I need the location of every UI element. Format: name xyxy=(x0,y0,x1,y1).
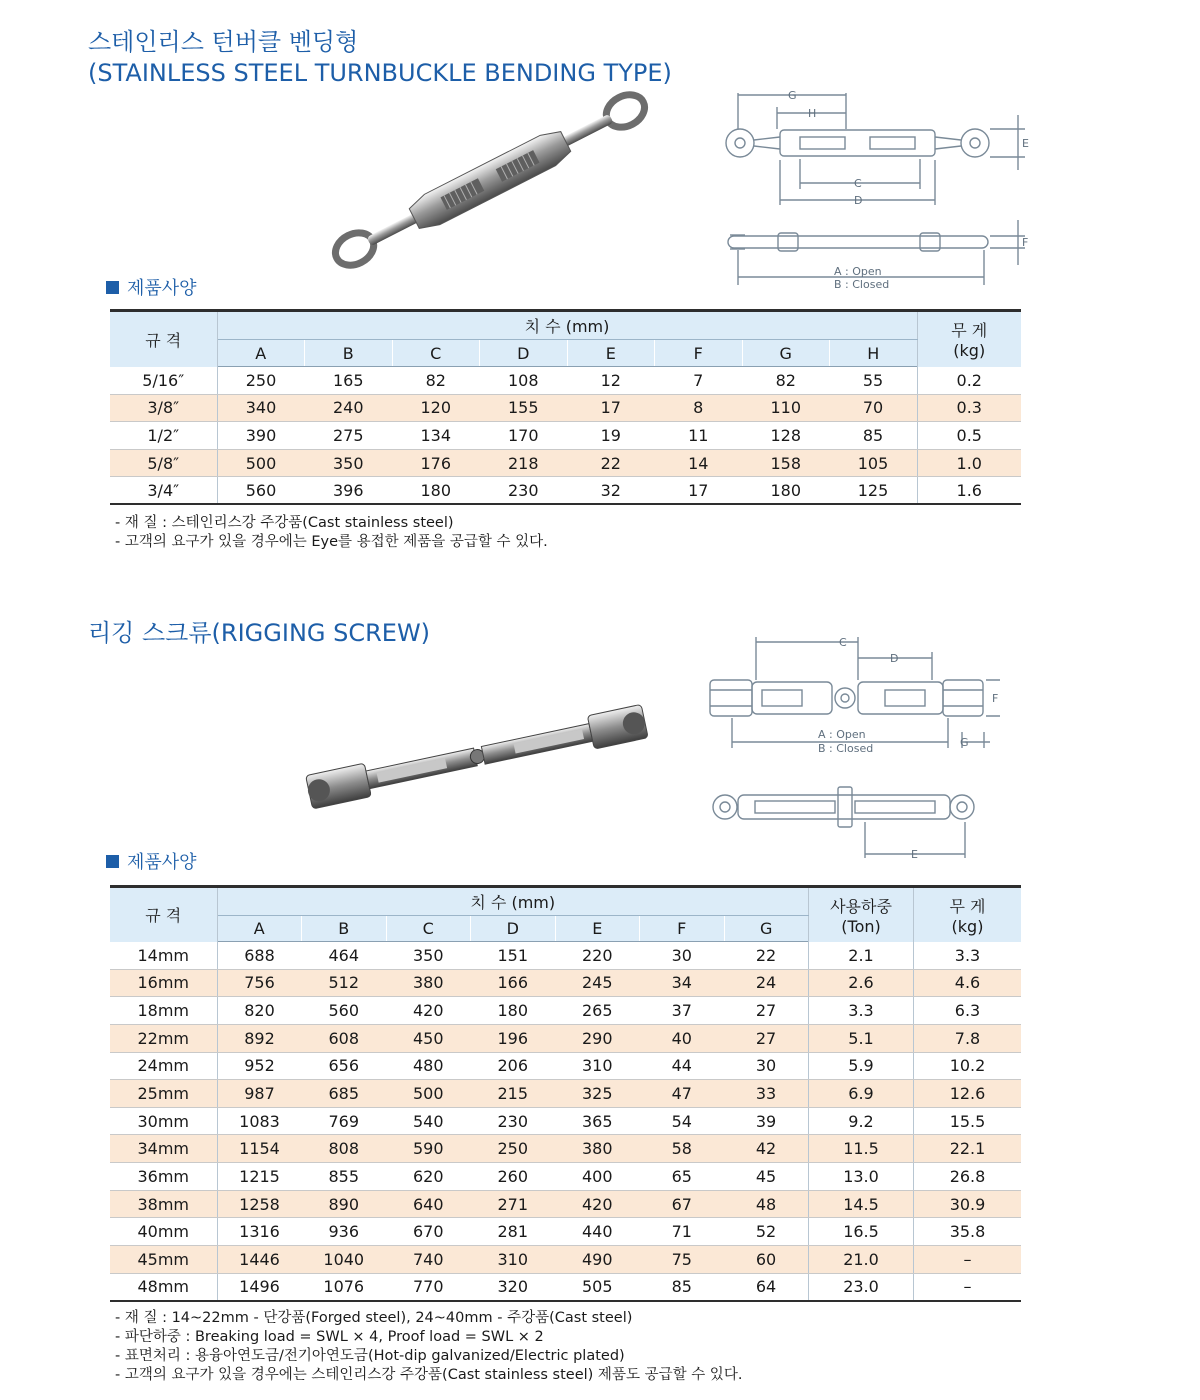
section2-title: 리깅 스크류(RIGGING SCREW) xyxy=(88,619,431,647)
table-cell: 5.1 xyxy=(809,1024,914,1052)
table-cell: 230 xyxy=(480,477,568,505)
table-cell: 32 xyxy=(567,477,655,505)
rigging-dim-label-d: D xyxy=(890,652,899,665)
header-weight xyxy=(917,311,1021,367)
table-cell: 380 xyxy=(386,969,471,997)
table-cell: 440 xyxy=(555,1218,640,1246)
table-cell: 1076 xyxy=(302,1273,387,1301)
section1-spec-label xyxy=(106,274,197,300)
turnbuckle-table-body xyxy=(110,367,1021,505)
table-cell: 70 xyxy=(830,394,918,422)
table-cell: 325 xyxy=(555,1080,640,1108)
bullet-square-icon xyxy=(106,281,119,294)
table-cell: 151 xyxy=(471,942,556,970)
table-cell: 1496 xyxy=(217,1273,302,1301)
table-cell: 240 xyxy=(305,394,393,422)
table-cell: 271 xyxy=(471,1190,556,1218)
table-cell: 6.3 xyxy=(914,997,1022,1025)
table-row xyxy=(110,422,1021,450)
header-dim-g: G xyxy=(742,340,830,367)
table-cell: 48 xyxy=(724,1190,809,1218)
table-cell: 245 xyxy=(555,969,640,997)
table-cell: 340 xyxy=(217,394,305,422)
table-cell: 400 xyxy=(555,1163,640,1191)
table-cell: 12.6 xyxy=(914,1080,1022,1108)
table-cell: 640 xyxy=(386,1190,471,1218)
table-cell: 1215 xyxy=(217,1163,302,1191)
table-row xyxy=(110,942,1021,970)
table-cell: 450 xyxy=(386,1024,471,1052)
table-row xyxy=(110,1080,1021,1108)
table-row xyxy=(110,1218,1021,1246)
table-cell: 500 xyxy=(386,1080,471,1108)
section2-spec-label xyxy=(106,848,197,874)
header-dim-f: F xyxy=(655,340,743,367)
table-cell: 310 xyxy=(555,1052,640,1080)
table-cell: 855 xyxy=(302,1163,387,1191)
table-cell: 55 xyxy=(830,367,918,395)
section1-title xyxy=(88,27,672,89)
header-dim-b: B xyxy=(302,916,387,942)
note-line: - 재 질 : 14~22mm - 단강품(Forged steel), 24~40mm - 주강품(Cast steel) xyxy=(115,1310,633,1326)
header-load-1: 사용하중 xyxy=(830,896,892,916)
table-cell: 590 xyxy=(386,1135,471,1163)
table-cell-size: 45mm xyxy=(110,1246,217,1274)
table-cell: 275 xyxy=(305,422,393,450)
table-cell: 14.5 xyxy=(809,1190,914,1218)
header-weight-2: (kg) xyxy=(953,341,986,361)
table-cell: 1.0 xyxy=(917,449,1021,477)
table-row xyxy=(110,1107,1021,1135)
table-cell: 7 xyxy=(655,367,743,395)
table-cell: 54 xyxy=(640,1107,725,1135)
table-cell: 1083 xyxy=(217,1107,302,1135)
turnbuckle-spec-table xyxy=(110,309,1021,505)
table-cell: 260 xyxy=(471,1163,556,1191)
rigging-screw-photo xyxy=(285,670,665,840)
table-cell: 27 xyxy=(724,997,809,1025)
table-cell: 390 xyxy=(217,422,305,450)
header-dim-h: H xyxy=(830,340,918,367)
table-cell: 769 xyxy=(302,1107,387,1135)
table-cell: 12 xyxy=(567,367,655,395)
header-dim-a: A xyxy=(217,340,305,367)
drawing2-closed-label: B : Closed xyxy=(818,742,874,755)
table-cell: 420 xyxy=(386,997,471,1025)
table-cell: 9.2 xyxy=(809,1107,914,1135)
table-cell: 10.2 xyxy=(914,1052,1022,1080)
table-cell: 23.0 xyxy=(809,1273,914,1301)
table-cell: 1.6 xyxy=(917,477,1021,505)
table-row xyxy=(110,449,1021,477)
table-cell: 215 xyxy=(471,1080,556,1108)
table-cell: 0.5 xyxy=(917,422,1021,450)
rigging-screw-spec-table xyxy=(110,885,1021,1302)
table-cell: 33 xyxy=(724,1080,809,1108)
table-cell: 128 xyxy=(742,422,830,450)
table-cell: 505 xyxy=(555,1273,640,1301)
table-cell: 47 xyxy=(640,1080,725,1108)
table-cell: 24 xyxy=(724,969,809,997)
table-cell: 620 xyxy=(386,1163,471,1191)
table-cell: 688 xyxy=(217,942,302,970)
header-dim-a: A xyxy=(217,916,302,942)
table-cell: 1154 xyxy=(217,1135,302,1163)
table-cell-size: 14mm xyxy=(110,942,217,970)
dim-label-g: G xyxy=(788,89,797,102)
table-cell: 480 xyxy=(386,1052,471,1080)
table-cell: 180 xyxy=(742,477,830,505)
table-cell: 40 xyxy=(640,1024,725,1052)
header-dim-e: E xyxy=(567,340,655,367)
header-size: 규 격 xyxy=(110,887,217,942)
table-cell: 15.5 xyxy=(914,1107,1022,1135)
table-cell: 52 xyxy=(724,1218,809,1246)
table-cell-size: 5/8″ xyxy=(110,449,217,477)
header-load-2: (Ton) xyxy=(841,916,881,936)
table-cell: 936 xyxy=(302,1218,387,1246)
table-cell-size: 3/8″ xyxy=(110,394,217,422)
table-cell: 176 xyxy=(392,449,480,477)
table-cell: 155 xyxy=(480,394,568,422)
table-cell: 165 xyxy=(305,367,393,395)
table-cell-size: 40mm xyxy=(110,1218,217,1246)
header-dim-f: F xyxy=(640,916,725,942)
table-row xyxy=(110,1273,1021,1301)
table-row xyxy=(110,1052,1021,1080)
rigging-screw-drawing xyxy=(700,632,1000,867)
table-cell: 230 xyxy=(471,1107,556,1135)
table-cell: 3.3 xyxy=(809,997,914,1025)
table-cell: 6.9 xyxy=(809,1080,914,1108)
table-cell: 180 xyxy=(471,997,556,1025)
table-cell: 512 xyxy=(302,969,387,997)
table-cell: 560 xyxy=(217,477,305,505)
table-cell-size: 38mm xyxy=(110,1190,217,1218)
note-line: - 표면처리 : 용융아연도금/전기아연도금(Hot-dip galvanized/Electric plated) xyxy=(115,1348,625,1364)
table-row xyxy=(110,969,1021,997)
table-row xyxy=(110,1024,1021,1052)
rigging-dim-label-c: C xyxy=(839,636,847,649)
table-cell: 60 xyxy=(724,1246,809,1274)
table-cell: 82 xyxy=(392,367,480,395)
table-cell-size: 5/16″ xyxy=(110,367,217,395)
table-cell: 65 xyxy=(640,1163,725,1191)
table-cell: 17 xyxy=(567,394,655,422)
table-row xyxy=(110,1135,1021,1163)
table-cell: 892 xyxy=(217,1024,302,1052)
table-row xyxy=(110,997,1021,1025)
table-cell: 1258 xyxy=(217,1190,302,1218)
table-cell: 380 xyxy=(555,1135,640,1163)
table-cell: 365 xyxy=(555,1107,640,1135)
table-cell: 464 xyxy=(302,942,387,970)
header-dims: 치 수 (mm) xyxy=(217,887,809,916)
table-cell-size: 1/2″ xyxy=(110,422,217,450)
table-cell: 110 xyxy=(742,394,830,422)
table-cell: 42 xyxy=(724,1135,809,1163)
table-cell: 85 xyxy=(830,422,918,450)
note-line: - 고객의 요구가 있을 경우에는 Eye를 용접한 제품을 공급할 수 있다. xyxy=(115,534,548,550)
section1-spec-text: 제품사양 xyxy=(127,278,197,299)
table-cell: 206 xyxy=(471,1052,556,1080)
table-cell: 17 xyxy=(655,477,743,505)
section2-spec-text: 제품사양 xyxy=(127,852,197,873)
table-cell: 756 xyxy=(217,969,302,997)
rigging-dim-label-g: G xyxy=(960,736,969,749)
table-cell: 250 xyxy=(471,1135,556,1163)
drawing1-closed-label: B : Closed xyxy=(834,278,890,291)
table-row xyxy=(110,1190,1021,1218)
table-cell: 30.9 xyxy=(914,1190,1022,1218)
table-cell: 22.1 xyxy=(914,1135,1022,1163)
header-dim-c: C xyxy=(392,340,480,367)
table-cell: 19 xyxy=(567,422,655,450)
table-cell: 218 xyxy=(480,449,568,477)
table-cell: 770 xyxy=(386,1273,471,1301)
table-cell: 808 xyxy=(302,1135,387,1163)
table-cell: 170 xyxy=(480,422,568,450)
table-cell: 27 xyxy=(724,1024,809,1052)
table-cell: 1316 xyxy=(217,1218,302,1246)
table-cell: 685 xyxy=(302,1080,387,1108)
drawing2-open-label: A : Open xyxy=(818,728,866,741)
table-cell: 120 xyxy=(392,394,480,422)
table-cell: 987 xyxy=(217,1080,302,1108)
table-cell: 14 xyxy=(655,449,743,477)
table-cell: 670 xyxy=(386,1218,471,1246)
table-cell: 0.2 xyxy=(917,367,1021,395)
table-cell: 21.0 xyxy=(809,1246,914,1274)
table-cell: 30 xyxy=(724,1052,809,1080)
table-cell: 500 xyxy=(217,449,305,477)
header-dim-d: D xyxy=(480,340,568,367)
header-dim-e: E xyxy=(555,916,640,942)
table-cell: 4.6 xyxy=(914,969,1022,997)
table-cell: 44 xyxy=(640,1052,725,1080)
table-cell: 11.5 xyxy=(809,1135,914,1163)
table-cell: 108 xyxy=(480,367,568,395)
table-row xyxy=(110,367,1021,395)
table-cell: 265 xyxy=(555,997,640,1025)
section1-title-en: (STAINLESS STEEL TURNBUCKLE BENDING TYPE) xyxy=(88,59,672,87)
table-cell: 85 xyxy=(640,1273,725,1301)
table-cell-size: 48mm xyxy=(110,1273,217,1301)
drawing1-open-label: A : Open xyxy=(834,265,882,278)
table-cell: 350 xyxy=(386,942,471,970)
table-cell: 82 xyxy=(742,367,830,395)
table-cell: 250 xyxy=(217,367,305,395)
table-cell: 58 xyxy=(640,1135,725,1163)
bullet-square-icon xyxy=(106,855,119,868)
table-cell: 196 xyxy=(471,1024,556,1052)
table-row xyxy=(110,477,1021,505)
table-cell: 64 xyxy=(724,1273,809,1301)
table-cell: 22 xyxy=(567,449,655,477)
table-cell: 420 xyxy=(555,1190,640,1218)
table-row xyxy=(110,394,1021,422)
header-dim-c: C xyxy=(386,916,471,942)
table-cell: 8 xyxy=(655,394,743,422)
table-cell: 952 xyxy=(217,1052,302,1080)
table-cell: 34 xyxy=(640,969,725,997)
table-cell: 75 xyxy=(640,1246,725,1274)
table-cell-size: 34mm xyxy=(110,1135,217,1163)
table-cell: 220 xyxy=(555,942,640,970)
table-cell: 560 xyxy=(302,997,387,1025)
header-weight-1: 무 게 xyxy=(949,896,986,916)
header-size: 규 격 xyxy=(110,311,217,367)
table-cell: 350 xyxy=(305,449,393,477)
table-cell: 0.3 xyxy=(917,394,1021,422)
table-cell-size: 16mm xyxy=(110,969,217,997)
header-weight xyxy=(914,887,1022,942)
dim-label-e: E xyxy=(1022,137,1029,150)
header-dim-b: B xyxy=(305,340,393,367)
table-cell: 16.5 xyxy=(809,1218,914,1246)
table-cell: 290 xyxy=(555,1024,640,1052)
note-line: - 파단하중 : Breaking load = SWL × 4, Proof load = SWL × 2 xyxy=(115,1329,544,1345)
table-cell: 26.8 xyxy=(914,1163,1022,1191)
table-cell: 1040 xyxy=(302,1246,387,1274)
table-cell: 2.1 xyxy=(809,942,914,970)
table-cell: 67 xyxy=(640,1190,725,1218)
table-cell: 5.9 xyxy=(809,1052,914,1080)
table-cell: 105 xyxy=(830,449,918,477)
note-line: - 재 질 : 스테인리스강 주강품(Cast stainless steel) xyxy=(115,515,454,531)
rigging-screw-table-body xyxy=(110,942,1021,1301)
table-cell: 608 xyxy=(302,1024,387,1052)
table-cell-size: 18mm xyxy=(110,997,217,1025)
table-cell: 37 xyxy=(640,997,725,1025)
note-line: - 고객의 요구가 있을 경우에는 스테인리스강 주강품(Cast stainless steel) 제품도 공급할 수 있다. xyxy=(115,1367,743,1383)
table-cell: 22 xyxy=(724,942,809,970)
table-cell: 890 xyxy=(302,1190,387,1218)
table-cell: 166 xyxy=(471,969,556,997)
section1-notes xyxy=(115,514,548,552)
table-cell-size: 25mm xyxy=(110,1080,217,1108)
table-cell: 1446 xyxy=(217,1246,302,1274)
table-cell: 656 xyxy=(302,1052,387,1080)
table-cell: 820 xyxy=(217,997,302,1025)
table-cell: 281 xyxy=(471,1218,556,1246)
table-cell: 11 xyxy=(655,422,743,450)
header-weight-2: (kg) xyxy=(951,916,984,936)
header-dim-g: G xyxy=(724,916,809,942)
table-cell: 30 xyxy=(640,942,725,970)
header-dim-d: D xyxy=(471,916,556,942)
dim-label-c: C xyxy=(854,177,862,190)
table-cell: 310 xyxy=(471,1246,556,1274)
dim-label-f: F xyxy=(1022,236,1029,249)
table-row xyxy=(110,1246,1021,1274)
table-cell: 134 xyxy=(392,422,480,450)
table-cell: 7.8 xyxy=(914,1024,1022,1052)
header-load xyxy=(809,887,914,942)
table-cell: 320 xyxy=(471,1273,556,1301)
table-cell-size: 36mm xyxy=(110,1163,217,1191)
table-cell: 125 xyxy=(830,477,918,505)
table-cell: 396 xyxy=(305,477,393,505)
table-cell: 158 xyxy=(742,449,830,477)
table-cell: 39 xyxy=(724,1107,809,1135)
table-cell: 45 xyxy=(724,1163,809,1191)
table-cell: – xyxy=(914,1273,1022,1301)
table-cell: 2.6 xyxy=(809,969,914,997)
section2-notes xyxy=(115,1309,742,1385)
dim-label-d: D xyxy=(854,194,863,207)
table-cell: 490 xyxy=(555,1246,640,1274)
table-cell: 740 xyxy=(386,1246,471,1274)
rigging-dim-label-e: E xyxy=(911,848,918,861)
table-cell: 35.8 xyxy=(914,1218,1022,1246)
table-cell: 71 xyxy=(640,1218,725,1246)
header-weight-1: 무 게 xyxy=(951,321,988,341)
table-cell: 3.3 xyxy=(914,942,1022,970)
header-dims: 치 수 (mm) xyxy=(217,311,917,340)
table-cell-size: 30mm xyxy=(110,1107,217,1135)
table-cell-size: 3/4″ xyxy=(110,477,217,505)
turnbuckle-photo xyxy=(310,85,670,275)
section1-title-ko: 스테인리스 턴버클 벤딩형 xyxy=(88,28,359,56)
table-cell: 13.0 xyxy=(809,1163,914,1191)
table-cell: – xyxy=(914,1246,1022,1274)
table-cell: 540 xyxy=(386,1107,471,1135)
table-cell-size: 24mm xyxy=(110,1052,217,1080)
table-row xyxy=(110,1163,1021,1191)
rigging-dim-label-f: F xyxy=(992,692,999,705)
table-cell-size: 22mm xyxy=(110,1024,217,1052)
turnbuckle-drawing xyxy=(700,85,1040,295)
table-cell: 180 xyxy=(392,477,480,505)
dim-label-h: H xyxy=(808,107,817,120)
